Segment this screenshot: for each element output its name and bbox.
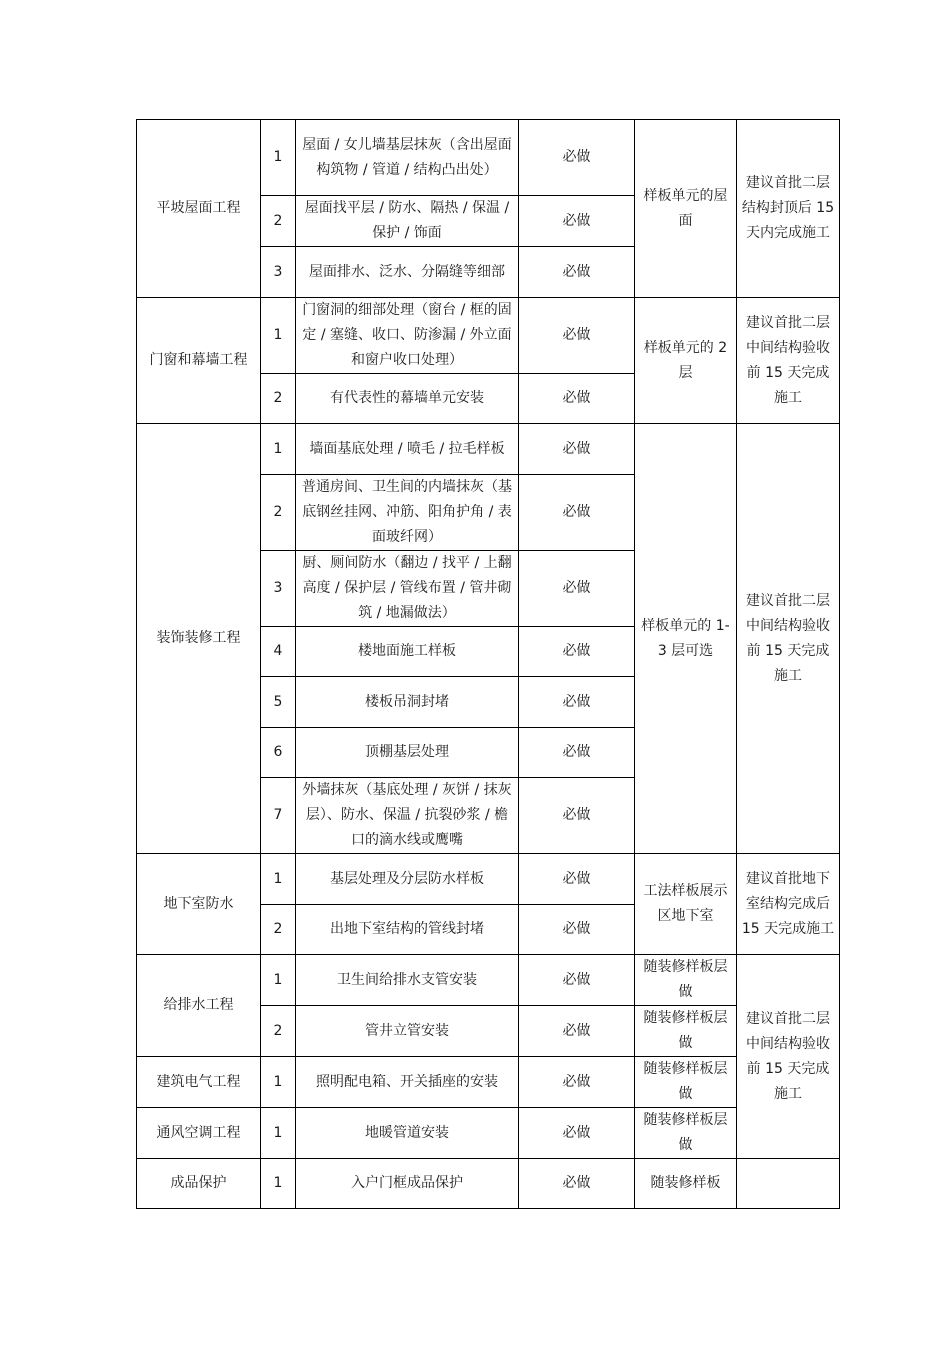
table-row [137,1108,840,1159]
category-cell: 门窗和幕墙工程 [137,298,261,424]
item-description: 顶棚基层处理 [296,728,519,778]
item-number: 2 [261,1006,296,1057]
item-description: 照明配电箱、开关插座的安装 [296,1057,519,1108]
item-number: 1 [261,854,296,905]
requirement-cell: 必做 [519,905,635,955]
requirement-cell: 必做 [519,677,635,728]
requirement-cell: 必做 [519,475,635,551]
item-number: 2 [261,374,296,424]
item-description: 卫生间给排水支管安装 [296,955,519,1006]
item-number: 4 [261,627,296,677]
item-number: 2 [261,475,296,551]
item-number: 1 [261,955,296,1006]
category-cell: 建筑电气工程 [137,1057,261,1108]
location-cell: 样板单元的 1-3 层可选 [635,424,737,854]
location-cell: 工法样板展示区地下室 [635,854,737,955]
item-description: 管井立管安装 [296,1006,519,1057]
requirement-cell: 必做 [519,196,635,247]
item-description: 墙面基底处理 / 喷毛 / 拉毛样板 [296,424,519,475]
item-number: 6 [261,728,296,778]
location-cell: 随装修样板层做 [635,1108,737,1159]
item-number: 5 [261,677,296,728]
category-cell: 通风空调工程 [137,1108,261,1159]
location-cell: 随装修样板 [635,1159,737,1209]
item-number: 3 [261,551,296,627]
category-cell: 装饰装修工程 [137,424,261,854]
item-description: 入户门框成品保护 [296,1159,519,1209]
schedule-cell: 建议首批二层中间结构验收前 15 天完成施工 [737,298,840,424]
schedule-cell: 建议首批二层中间结构验收前 15 天完成施工 [737,424,840,854]
item-number: 2 [261,905,296,955]
category-cell: 地下室防水 [137,854,261,955]
item-description: 出地下室结构的管线封堵 [296,905,519,955]
category-cell: 平坡屋面工程 [137,120,261,298]
table-row [137,1057,840,1108]
requirement-cell: 必做 [519,120,635,196]
item-number: 2 [261,196,296,247]
item-number: 1 [261,424,296,475]
table-row [137,298,840,374]
item-description: 屋面排水、泛水、分隔缝等细部 [296,247,519,298]
item-description: 楼板吊洞封堵 [296,677,519,728]
table-row [137,854,840,905]
item-description: 厨、厕间防水（翻边 / 找平 / 上翻高度 / 保护层 / 管线布置 / 管井砌筑 / 地漏做法） [296,551,519,627]
category-cell: 给排水工程 [137,955,261,1057]
requirement-cell: 必做 [519,854,635,905]
location-cell: 随装修样板层做 [635,1057,737,1108]
item-description: 有代表性的幕墙单元安装 [296,374,519,424]
requirement-cell: 必做 [519,955,635,1006]
item-description: 基层处理及分层防水样板 [296,854,519,905]
construction-sample-table [136,119,840,1209]
item-description: 门窗洞的细部处理（窗台 / 框的固定 / 塞缝、收口、防渗漏 / 外立面和窗户收口处理） [296,298,519,374]
schedule-cell [737,1159,840,1209]
item-description: 楼地面施工样板 [296,627,519,677]
schedule-cell: 建议首批地下室结构完成后 15 天完成施工 [737,854,840,955]
item-number: 1 [261,1159,296,1209]
requirement-cell: 必做 [519,778,635,854]
requirement-cell: 必做 [519,247,635,298]
location-cell: 随装修样板层做 [635,1006,737,1057]
requirement-cell: 必做 [519,627,635,677]
item-description: 普通房间、卫生间的内墙抹灰（基底钢丝挂网、冲筋、阳角护角 / 表面玻纤网） [296,475,519,551]
requirement-cell: 必做 [519,728,635,778]
table-row [137,424,840,475]
item-number: 1 [261,298,296,374]
item-description: 地暖管道安装 [296,1108,519,1159]
item-description: 屋面找平层 / 防水、隔热 / 保温 / 保护 / 饰面 [296,196,519,247]
requirement-cell: 必做 [519,1159,635,1209]
location-cell: 随装修样板层做 [635,955,737,1006]
category-cell: 成品保护 [137,1159,261,1209]
schedule-cell: 建议首批二层中间结构验收前 15 天完成施工 [737,955,840,1159]
item-description: 外墙抹灰（基底处理 / 灰饼 / 抹灰层）、防水、保温 / 抗裂砂浆 / 檐口的滴水线或鹰嘴 [296,778,519,854]
requirement-cell: 必做 [519,374,635,424]
requirement-cell: 必做 [519,1006,635,1057]
item-number: 3 [261,247,296,298]
item-description: 屋面 / 女儿墙基层抹灰（含出屋面构筑物 / 管道 / 结构凸出处） [296,120,519,196]
location-cell: 样板单元的 2 层 [635,298,737,424]
schedule-cell: 建议首批二层结构封顶后 15 天内完成施工 [737,120,840,298]
location-cell: 样板单元的屋面 [635,120,737,298]
item-number: 7 [261,778,296,854]
requirement-cell: 必做 [519,424,635,475]
item-number: 1 [261,1057,296,1108]
table-row [137,955,840,1006]
table-row [137,120,840,196]
requirement-cell: 必做 [519,298,635,374]
item-number: 1 [261,120,296,196]
requirement-cell: 必做 [519,1057,635,1108]
table-row [137,1159,840,1209]
requirement-cell: 必做 [519,1108,635,1159]
item-number: 1 [261,1108,296,1159]
requirement-cell: 必做 [519,551,635,627]
